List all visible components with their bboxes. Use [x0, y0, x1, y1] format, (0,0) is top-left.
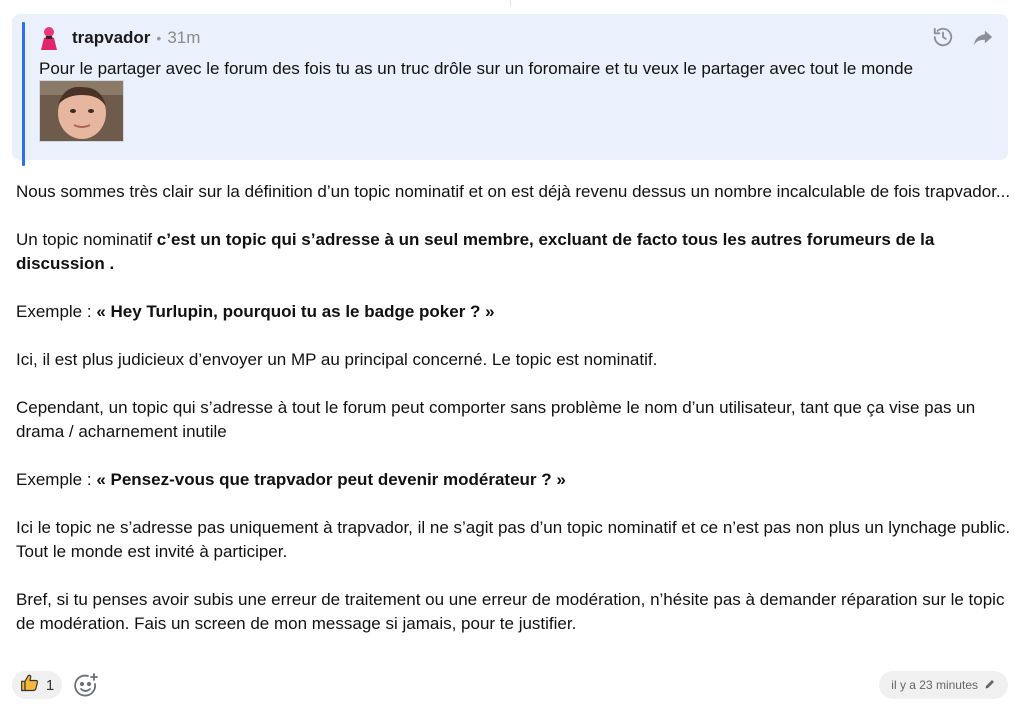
- bold-text: « Pensez-vous que trapvador peut devenir modérateur ? »: [96, 470, 566, 489]
- paragraph: [16, 468, 1012, 492]
- quote-accent-bar: [22, 22, 25, 166]
- paragraph: [16, 300, 1012, 324]
- quote-time: 31m: [167, 28, 201, 47]
- quote-username[interactable]: trapvador: [72, 28, 151, 47]
- edited-indicator[interactable]: [879, 671, 1008, 699]
- quoted-post: [12, 14, 1008, 160]
- separator-dot: •: [156, 30, 162, 46]
- quote-text: Pour le partager avec le forum des fois tu as un truc drôle sur un foromaire et tu veux le partager avec tout le monde: [39, 59, 914, 78]
- post-body: [16, 180, 1012, 660]
- paragraph: Cependant, un topic qui s’adresse à tout le forum peut comporter sans problème le nom d’un utilisateur, tant que ça vise pas un drama / acharnement inutile: [16, 398, 976, 441]
- top-divider: [510, 0, 511, 6]
- pencil-icon: [984, 678, 996, 693]
- text: Un topic nominatif: [16, 230, 157, 249]
- quote-header: [36, 24, 200, 52]
- text: Exemple :: [16, 470, 97, 489]
- thumbs-up-icon: [20, 673, 40, 698]
- history-icon[interactable]: [932, 26, 954, 48]
- paragraph: Bref, si tu penses avoir subis une erreur de traitement ou une erreur de modération, n’hésite pas à demander réparation sur le topic de modération. Fais un screen de mon message si jamais, pour te justifier.: [16, 590, 1005, 633]
- paragraph: Ici, il est plus judicieux d’envoyer un MP au principal concerné. Le topic est nominatif.: [16, 350, 658, 369]
- share-arrow-icon[interactable]: [972, 26, 994, 48]
- add-reaction-button[interactable]: [72, 672, 100, 700]
- edited-time: il y a 23 minutes: [891, 678, 978, 692]
- text: Exemple :: [16, 302, 97, 321]
- bold-text: « Hey Turlupin, pourquoi tu as le badge poker ? »: [96, 302, 495, 321]
- bold-text: c’est un topic qui s’adresse à un seul membre, excluant de facto tous les autres forumeurs de la discussion .: [16, 230, 935, 273]
- paragraph: Ici le topic ne s’adresse pas uniquement à trapvador, il ne s’agit pas d’un topic nominatif et ce n’est pas non plus un lynchage public. Tout le monde est invité à participer.: [16, 518, 1011, 561]
- like-count: 1: [45, 676, 55, 694]
- paragraph: [16, 228, 1012, 276]
- add-emoji-icon: [72, 687, 100, 704]
- avatar[interactable]: [36, 25, 62, 51]
- paragraph: Nous sommes très clair sur la définition d’un topic nominatif et on est déjà revenu dessus un nombre incalculable de fois trapvador...: [16, 182, 1011, 201]
- post-footer: [12, 671, 1008, 699]
- quoted-image[interactable]: [39, 80, 124, 142]
- quote-actions: [932, 26, 994, 48]
- like-button[interactable]: [12, 671, 62, 699]
